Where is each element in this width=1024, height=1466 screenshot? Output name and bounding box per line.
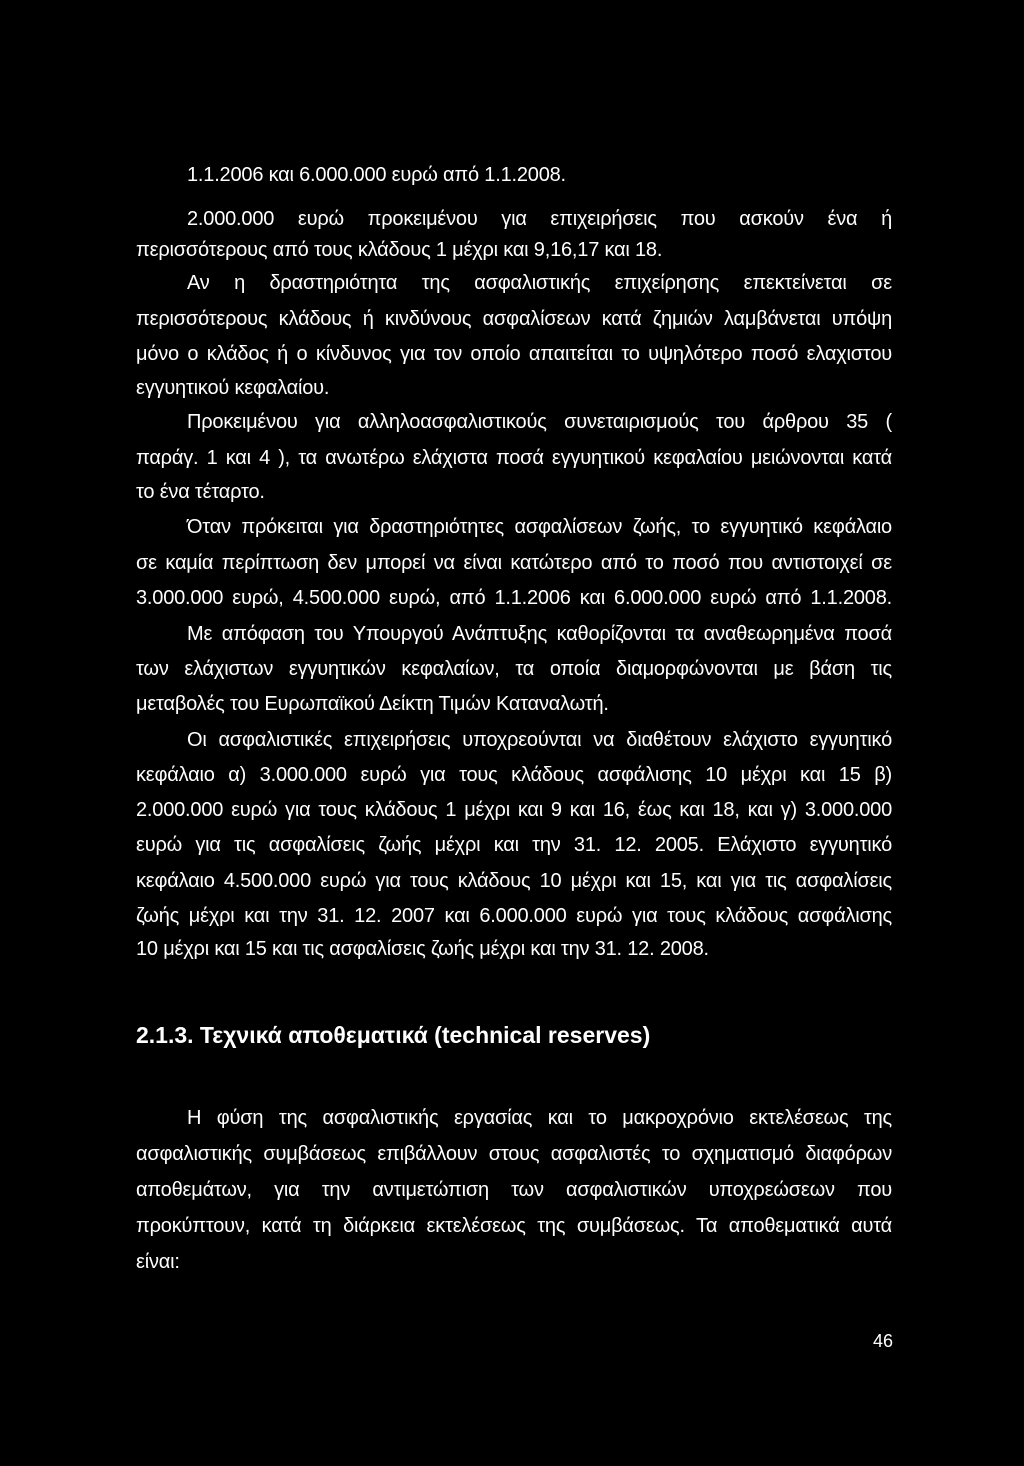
text-line: 2.000.000 ευρώ για τους κλάδους 1 μέχρι και 9 και 16, έως και 18, και γ) 3.000.000 (136, 799, 892, 821)
text-line: αποθεμάτων, για την αντιμετώπιση των ασφαλιστικών υποχρεώσεων που (136, 1179, 892, 1201)
text-line: 1.1.2006 και 6.000.000 ευρώ από 1.1.2008. (187, 164, 566, 186)
text-line: περισσότερους κλάδους ή κινδύνους ασφαλίσεων κατά ζημιών λαμβάνεται υπόψη (136, 308, 892, 330)
text-line: Οι ασφαλιστικές επιχειρήσεις υποχρεούνται να διαθέτουν ελάχιστο εγγυητικό (187, 729, 892, 751)
text-line: είναι: (136, 1251, 180, 1273)
text-line: Η φύση της ασφαλιστικής εργασίας και το μακροχρόνιο εκτελέσεως της (187, 1107, 892, 1129)
text-line: Προκειμένου για αλληλοασφαλιστικούς συνεταιρισμούς του άρθρου 35 ( (187, 411, 892, 433)
text-line: ζωής μέχρι και την 31. 12. 2007 και 6.000.000 ευρώ για τους κλάδους ασφάλισης (136, 905, 892, 927)
text-line: περισσότερους από τους κλάδους 1 μέχρι και 9,16,17 και 18. (136, 239, 663, 261)
text-line: παράγ. 1 και 4 ), τα ανωτέρω ελάχιστα ποσά εγγυητικού κεφαλαίου μειώνονται κατά (136, 447, 892, 469)
text-line: εγγυητικού κεφαλαίου. (136, 377, 330, 399)
text-line: κεφάλαιο 4.500.000 ευρώ για τους κλάδους 10 μέχρι και 15, και για τις ασφαλίσεις (136, 870, 892, 892)
text-line: Αν η δραστηριότητα της ασφαλιστικής επιχείρησης επεκτείνεται σε (187, 272, 892, 294)
text-line: Όταν πρόκειται για δραστηριότητες ασφαλίσεων ζωής, το εγγυητικό κεφάλαιο (187, 516, 892, 538)
section-heading: 2.1.3. Τεχνικά αποθεματικά (technical reserves) (136, 1022, 651, 1048)
text-line: προκύπτουν, κατά τη διάρκεια εκτελέσεως της συμβάσεως. Τα αποθεματικά αυτά (136, 1215, 892, 1237)
text-line: μόνο ο κλάδος ή ο κίνδυνος για τον οποίο απαιτείται το υψηλότερο ποσό ελαχιστου (136, 343, 892, 365)
text-line: Με απόφαση του Υπουργού Ανάπτυξης καθορίζονται τα αναθεωρημένα ποσά (187, 623, 892, 645)
page-number: 46 (873, 1331, 894, 1351)
text-line: των ελάχιστων εγγυητικών κεφαλαίων, τα οποία διαμορφώνονται με βάση τις (136, 658, 892, 680)
text-line: σε καμία περίπτωση δεν μπορεί να είναι κατώτερο από το ποσό που αντιστοιχεί σε (136, 552, 892, 574)
text-line: κεφάλαιο α) 3.000.000 ευρώ για τους κλάδους ασφάλισης 10 μέχρι και 15 β) (136, 764, 892, 786)
text-line: ευρώ για τις ασφαλίσεις ζωής μέχρι και την 31. 12. 2005. Ελάχιστο εγγυητικό (136, 834, 892, 856)
text-line: 3.000.000 ευρώ, 4.500.000 ευρώ, από 1.1.2006 και 6.000.000 ευρώ από 1.1.2008. (136, 587, 892, 609)
text-line: ασφαλιστικής συμβάσεως επιβάλλουν στους ασφαλιστές το σχηματισμό διαφόρων (136, 1143, 892, 1165)
text-line: 2.000.000 ευρώ προκειμένου για επιχειρήσεις που ασκούν ένα ή (187, 208, 892, 230)
text-line: το ένα τέταρτο. (136, 481, 265, 503)
text-line: μεταβολές του Ευρωπαϊκού Δείκτη Τιμών Καταναλωτή. (136, 693, 609, 715)
text-line: 10 μέχρι και 15 και τις ασφαλίσεις ζωής μέχρι και την 31. 12. 2008. (136, 938, 709, 960)
